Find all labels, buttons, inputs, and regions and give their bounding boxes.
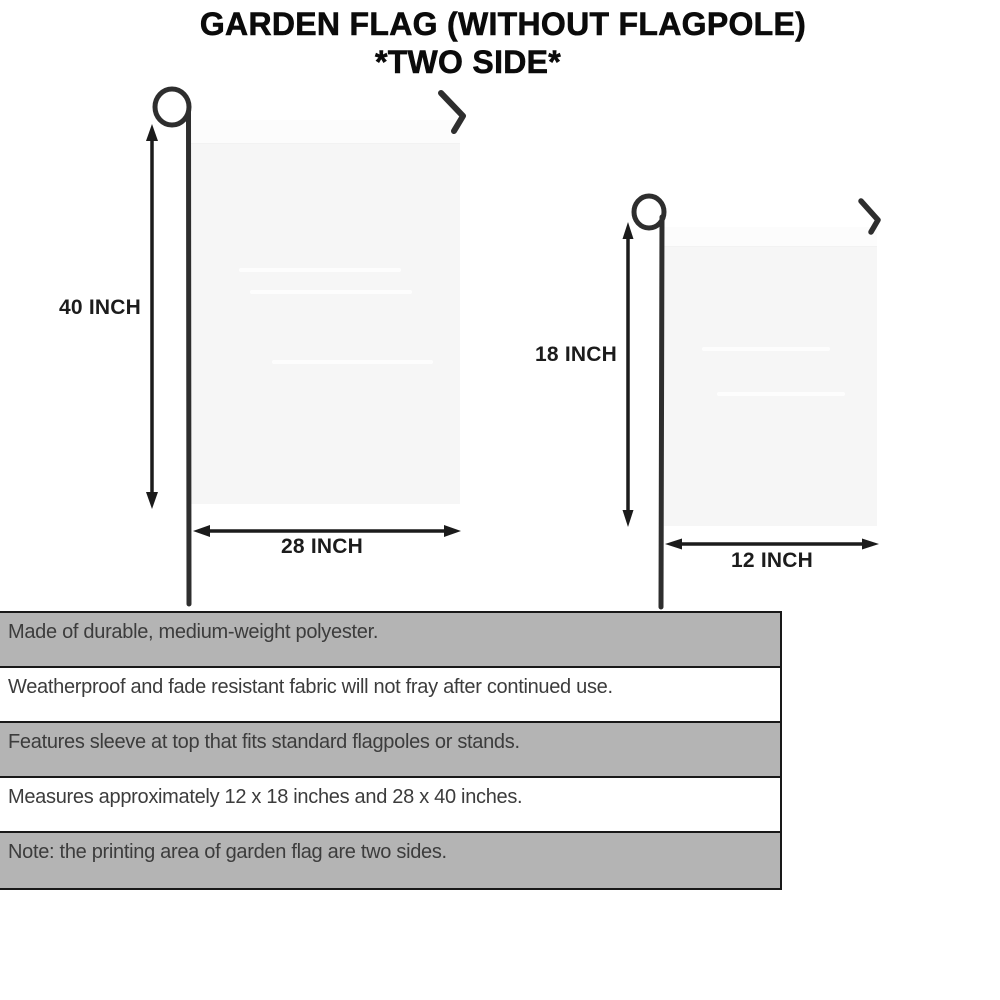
large-flag-height-label: 40 INCH (59, 296, 141, 319)
large-flag-dimension-arrows (146, 124, 461, 537)
page-title: GARDEN FLAG (WITHOUT FLAGPOLE) (199, 6, 807, 42)
arrowhead-down-icon (623, 510, 634, 527)
page-subtitle: *TWO SIDE* (374, 44, 562, 80)
feature-list (0, 611, 782, 890)
feature-row-measurements: Measures approximately 12 x 18 inches and 28 x 40 inches. (0, 778, 780, 833)
pole-shaft (189, 112, 190, 604)
pole-loop-icon (155, 89, 189, 125)
small-flag-height-label: 18 INCH (535, 343, 617, 366)
feature-row-sleeve: Features sleeve at top that fits standard flagpoles or stands. (0, 723, 780, 778)
feature-row-weatherproof: Weatherproof and fade resistant fabric will not fray after continued use. (0, 668, 780, 723)
pole-hook-icon (861, 201, 878, 232)
feature-row-material: Made of durable, medium-weight polyester. (0, 613, 780, 668)
arrowhead-left-icon (665, 539, 682, 550)
arrowhead-left-icon (193, 525, 210, 537)
large-flagpole (155, 89, 463, 604)
feature-row-note: Note: the printing area of garden flag are two sides. (0, 833, 780, 888)
large-flag-width-label: 28 INCH (281, 535, 363, 558)
pole-shaft (661, 217, 662, 607)
arrowhead-right-icon (444, 525, 461, 537)
arrowhead-up-icon (146, 124, 158, 141)
arrowhead-down-icon (146, 492, 158, 509)
arrowhead-right-icon (862, 539, 879, 550)
arrowhead-up-icon (623, 222, 634, 239)
small-flag-width-label: 12 INCH (731, 549, 813, 572)
pole-hook-icon (441, 93, 463, 131)
